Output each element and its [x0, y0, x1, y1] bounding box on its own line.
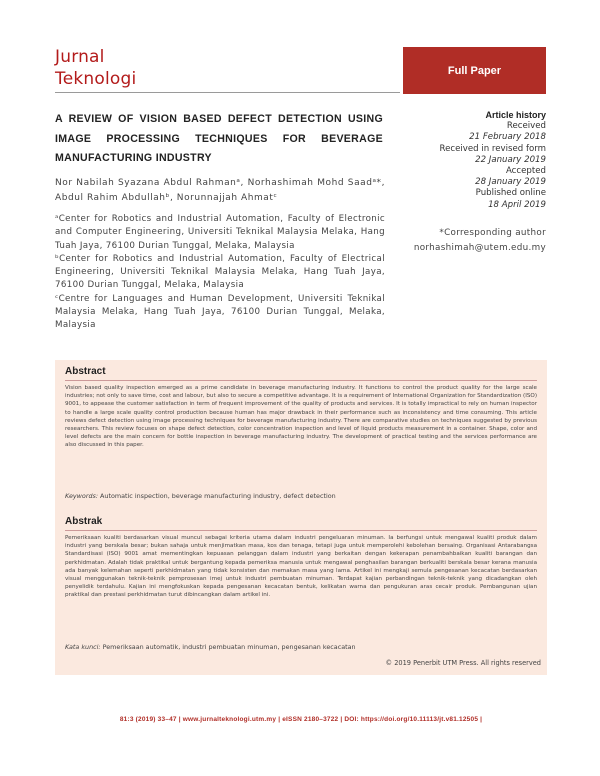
article-history — [396, 110, 546, 211]
header-divider — [55, 92, 400, 93]
kata-kunci-label: Kata kunci: — [65, 643, 101, 651]
abstrak-text: Pemeriksaan kualiti berdasarkan visual muncul sebagai kriteria utama dalam industri pengeluaran minuman. Ia berfungsi untuk mengawal kualiti produk dalam industri yang berskala besar; bukan sahaja untuk menjimatkan masa, kos dan tenaga, tetapi juga untuk memperolehi kebolehan bersaing. Organisasi Antarabangsa Standardisasi (ISO) 9001 amat mementingkan kepuasan pelanggan dalam industri yang berkaitan dengan kekerapan penambahbaikan kualiti barangan dan perkhidmatan. Adalah tidak praktikal untuk bergantung kepada pemeriksa manusia untuk mengawal penghasilan barangan berkualiti berskala besar kerana manusia ada banyak kelemahan seperti perkhidmatan yang tidak konsisten dan memakan masa yang lama. Artikel ini mengkaji semula pengesanan kecacatan berdasarkan visual menggunakan teknik-teknik pemprosesan imej untuk industri pembuatan minuman. Terdapat kajian perbandingan teknik-teknik yang dicadangkan oleh penyelidik terdahulu. Kajian ini mengfokuskan kepada pengesanan kecacatan bentuk, kelikatan warna dan pengukuran aras cecair produk. Pembangunan ujian praktikal dan prestasi perkhidmatan turut dibincangkan dalam artikel ini. — [65, 535, 537, 599]
published-label: Published online — [475, 188, 546, 199]
keywords-label: Keywords: — [65, 492, 98, 500]
page-footer: 81:3 (2019) 33–47 | www.jurnalteknologi.utm.my | eISSN 2180–3722 | DOI: https://doi.org/10.11113/jt.v81.12505 | — [119, 716, 483, 723]
abstract-heading: Abstract — [65, 366, 106, 377]
corresponding-label: *Corresponding author — [439, 228, 546, 238]
affiliation-c: ᶜCentre for Languages and Human Development, Universiti Teknikal Malaysia Melaka, Hang Tuah Jaya, 76100 Durian Tunggal, Melaka, Malaysia — [55, 293, 385, 331]
abstrak-heading: Abstrak — [65, 516, 103, 527]
affiliation-b: ᵇCenter for Robotics and Industrial Automation, Faculty of Electrical Engineering, Universiti Teknikal Malaysia Melaka, Hang Tuah Jaya, 76100 Durian Tunggal, Melaka, Malaysia — [55, 253, 385, 291]
abstract-text: Vision based quality inspection emerged as a prime candidate in beverage manufacturing industry. It functions to control the product quality for the large scale industries; not only to save time, cost and labour, but also to secure a competitive advantage. It is a requirement of International Organization for Standardization (ISO) 9001, to appease the customer satisfaction in term of frequent improvement of the quality of products and services. It is totally impractical to rely on human inspector to handle a large scale quality control production because human has major drawback in their performance such as inconsistency and time consuming. This article reviews defect detection using image processing techniques for beverage manufacturing industry. There are comparative studies on techniques suggested by previous researchers. This review focuses on shape defect detection, color concentration inspection and level of liquid products measurement in a container. Shape, color and level defects are the main concern for bottle inspection in beverage manufacturing industry. The development of practical testing and the services performance are also discussed in this paper. — [65, 385, 537, 449]
article-title: A REVIEW OF VISION BASED DEFECT DETECTION USING IMAGE PROCESSING TECHNIQUES FOR BEVERAGE MANUFACTURING INDUSTRY — [55, 113, 383, 164]
received-date: 21 February 2018 — [469, 132, 546, 143]
kata-kunci-value: Pemeriksaan automatik, industri pembuatan minuman, pengesanan kecacatan — [102, 643, 356, 651]
accepted-label: Accepted — [505, 166, 546, 177]
corresponding-email[interactable]: norhashimah@utem.edu.my — [413, 243, 546, 253]
abstract-keywords — [65, 492, 537, 500]
affiliation-a: ᵃCenter for Robotics and Industrial Automation, Faculty of Electronic and Computer Engineering, Universiti Teknikal Malaysia Melaka, Hang Tuah Jaya, 76100 Durian Tunggal, Melaka, Malaysia — [55, 214, 385, 251]
keywords-value: Automatic inspection, beverage manufacturing industry, defect detection — [100, 492, 336, 500]
revised-label: Received in revised form — [439, 143, 546, 154]
abstrak-keywords — [65, 643, 537, 651]
author-list: Nor Nabilah Syazana Abdul Rahmanᵃ, Norhashimah Mohd Saadᵃ*, Abdul Rahim Abdullahᵇ, Norunnajjah Ahmatᶜ — [55, 178, 385, 203]
abstract-divider — [65, 380, 537, 381]
paper-type-badge: Full Paper — [403, 47, 546, 94]
affiliation-list — [55, 213, 385, 333]
accepted-date: 28 January 2019 — [475, 177, 546, 188]
journal-name-line2: Teknologi — [55, 69, 137, 89]
published-date: 18 April 2019 — [488, 199, 546, 210]
abstrak-divider — [65, 530, 537, 531]
copyright-notice: © 2019 Penerbit UTM Press. All rights reserved — [385, 659, 541, 667]
abstract-panel — [55, 360, 547, 675]
revised-date: 22 January 2019 — [475, 154, 546, 165]
corresponding-author — [396, 226, 546, 256]
journal-logo — [55, 46, 136, 90]
received-label: Received — [506, 121, 546, 132]
journal-name-line1: Jurnal — [55, 47, 105, 67]
history-title: Article history — [485, 110, 546, 120]
